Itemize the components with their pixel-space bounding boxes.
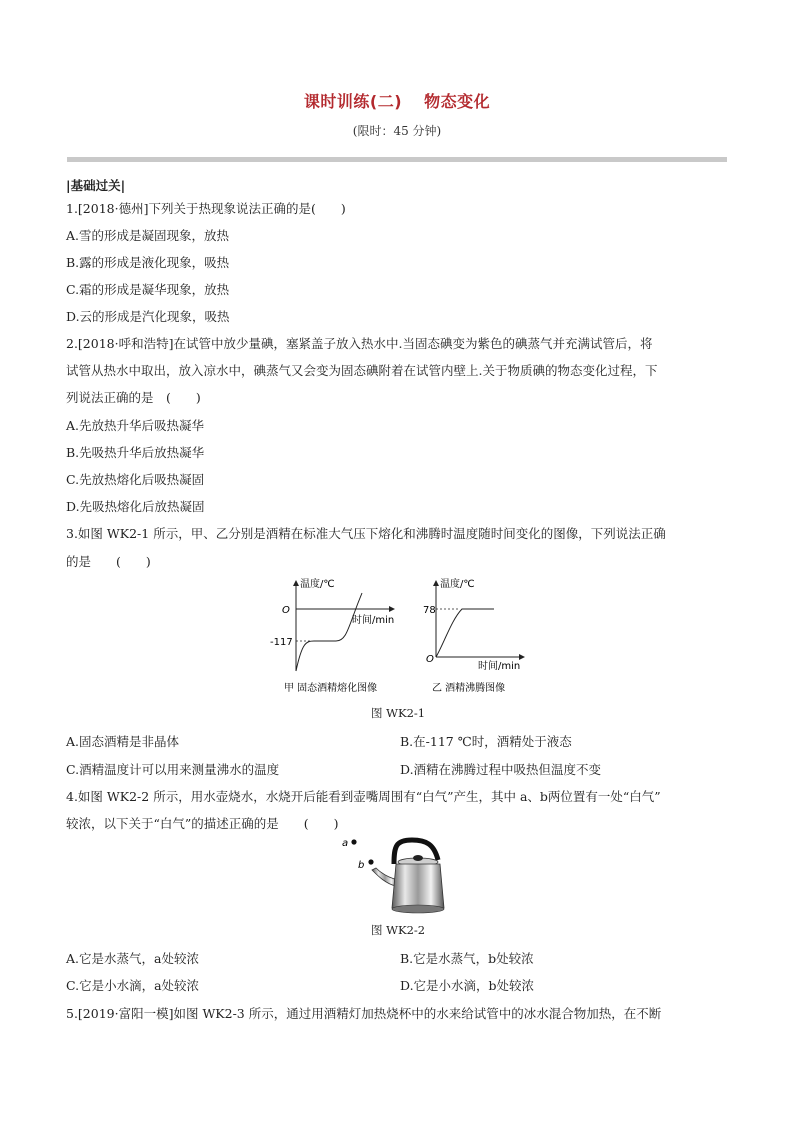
q3-stem-line-1: 3.如图 WK2-1 所示，甲、乙分别是酒精在标准大气压下熔化和沸腾时温度随时间变化的图像，下列说法正确: [66, 526, 666, 541]
header-divider: [67, 157, 727, 162]
q2-option-c: C.先放热熔化后吸热凝固: [66, 472, 205, 487]
point-a: [351, 839, 356, 844]
q2-option-d: D.先吸热熔化后放热凝固: [66, 499, 205, 514]
q1-option-d: D.云的形成是汽化现象，吸热: [66, 309, 230, 324]
q4-option-b: B.它是水蒸气，b处较浓: [400, 951, 534, 966]
time-limit: (限时：45 分钟): [352, 124, 442, 138]
q3-option-c: C.酒精温度计可以用来测量沸水的温度: [66, 762, 280, 777]
melting-graph: [270, 577, 394, 671]
q2-stem-line-3: 列说法正确的是 ( ): [66, 390, 201, 405]
boiling-x-label: 时间/min: [478, 661, 521, 672]
q3-option-d: D.酒精在沸腾过程中吸热但温度不变: [400, 762, 602, 777]
q4-stem-line-1: 4.如图 WK2-2 所示，用水壶烧水，水烧开后能看到壶嘴周围有“白气”产生，其中 a、b两位置有一处“白气”: [66, 789, 661, 804]
melting-curve: [296, 593, 362, 671]
q3-option-b: B.在-117 ℃时，酒精处于液态: [400, 734, 572, 749]
figure-wk2-1: [262, 573, 532, 701]
kettle-body: [392, 864, 444, 911]
q2-stem-line-1: 2.[2018·呼和浩特]在试管中放少量碘，塞紧盖子放入热水中.当固态碘变为紫色的碘蒸气并充满试管后，将: [66, 336, 653, 351]
melting-origin: O: [282, 605, 290, 616]
q4-stem-line-2: 较浓，以下关于“白气”的描述正确的是 ( ): [66, 816, 339, 831]
q3-option-a: A.固态酒精是非晶体: [66, 734, 180, 749]
q4-option-a: A.它是水蒸气，a处较浓: [66, 951, 199, 966]
q5-stem-line-1: 5.[2019·富阳一模]如图 WK2-3 所示，通过用酒精灯加热烧杯中的水来给试管中的冰水混合物加热，在不断: [66, 1006, 662, 1021]
melting-caption: 甲 固态酒精熔化图像: [284, 683, 378, 694]
melting-tick: -117: [270, 637, 293, 648]
boiling-curve: [436, 609, 494, 657]
boiling-caption: 乙 酒精沸腾图像: [432, 683, 506, 694]
boiling-graph: [423, 577, 524, 672]
q1-stem: 1.[2018·德州]下列关于热现象说法正确的是( ): [66, 201, 346, 216]
boiling-origin: O: [426, 654, 434, 665]
q4-option-c: C.它是小水滴，a处较浓: [66, 978, 200, 993]
q2-stem-line-2: 试管从热水中取出，放入凉水中，碘蒸气又会变为固态碘附着在试管内壁上.关于物质碘的物态变化过程，下: [66, 363, 658, 378]
q2-option-b: B.先吸热升华后放热凝华: [66, 445, 205, 460]
label-b: b: [358, 860, 365, 871]
q4-option-d: D.它是小水滴，b处较浓: [400, 978, 535, 993]
section-label: |基础过关|: [66, 178, 126, 193]
title-part-lesson: 课时训练(二): [303, 92, 403, 111]
point-b: [368, 859, 373, 864]
label-a: a: [342, 838, 349, 849]
q1-option-c: C.霜的形成是凝华现象，放热: [66, 282, 230, 297]
melting-y-label: 温度/℃: [300, 579, 335, 590]
q1-option-a: A.雪的形成是凝固现象，放热: [66, 228, 230, 243]
figure-wk2-1-caption: 图 WK2-1: [371, 706, 426, 720]
melting-x-label: 时间/min: [352, 615, 395, 626]
q1-option-b: B.露的形成是液化现象，吸热: [66, 255, 230, 270]
boiling-y-label: 温度/℃: [440, 579, 475, 590]
q2-option-a: A.先放热升华后吸热凝华: [66, 418, 205, 433]
title-part-topic: 物态变化: [424, 92, 491, 111]
boiling-tick: 78: [423, 605, 436, 616]
q3-stem-line-2: 的是 ( ): [66, 554, 151, 569]
figure-wk2-2: [338, 834, 448, 918]
figure-wk2-2-caption: 图 WK2-2: [371, 923, 426, 937]
page-title: [0, 89, 794, 112]
